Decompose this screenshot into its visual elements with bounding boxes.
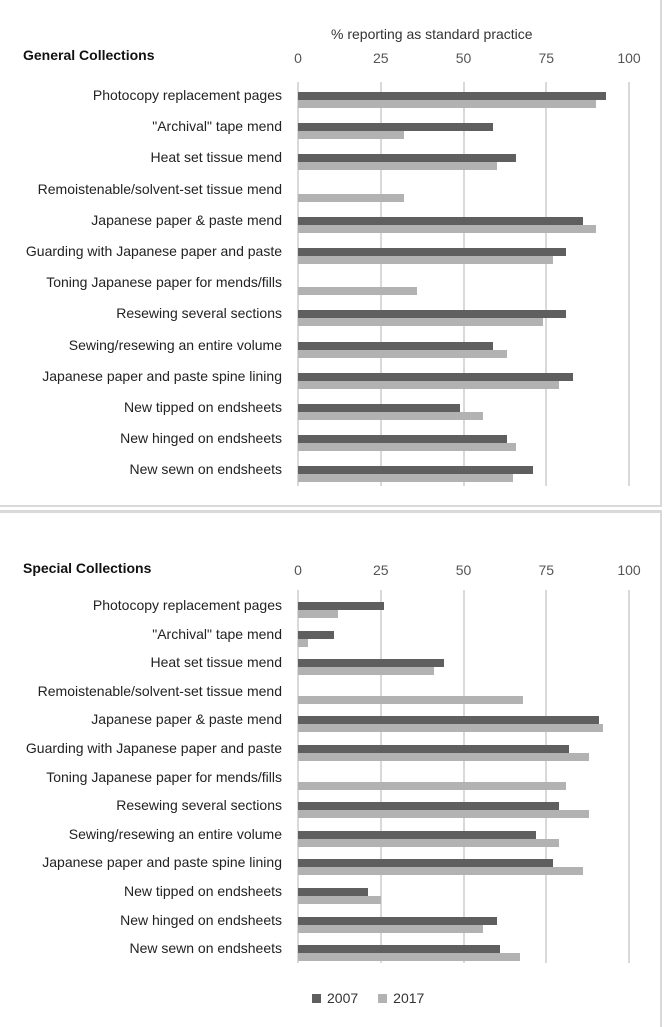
bar-2007 [298,888,368,896]
bar-2007 [298,466,533,474]
bar-2007 [298,831,536,839]
gridline [463,82,465,486]
bar-2017 [298,925,483,933]
bar-2007 [298,745,569,753]
category-label: New sewn on endsheets [129,940,282,957]
category-label: "Archival" tape mend [152,625,282,642]
x-tick-label: 75 [538,50,555,66]
category-label: Heat set tissue mend [150,654,282,671]
bar-2007 [298,859,553,867]
bar-2007 [298,310,566,318]
x-tick-label: 100 [617,50,641,66]
category-label: Resewing several sections [116,305,282,322]
legend-label-2017: 2017 [393,990,425,1006]
bar-2017 [298,100,596,108]
bar-2007 [298,373,573,381]
bar-2017 [298,753,589,761]
gridline [380,590,382,963]
category-label: Japanese paper & paste mend [91,211,282,228]
bar-2007 [298,945,500,953]
bar-2017 [298,194,404,202]
gridline [545,82,547,486]
category-label: Remoistenable/solvent-set tissue mend [37,180,282,197]
category-label: Japanese paper & paste mend [91,711,282,728]
category-label: Photocopy replacement pages [92,597,282,613]
category-label: Toning Japanese paper for mends/fills [46,274,282,291]
bar-2017 [298,896,381,904]
x-tick-label: 25 [372,562,389,578]
bar-2017 [298,443,516,451]
category-label: New hinged on endsheets [120,911,282,928]
bar-2017 [298,318,543,326]
gridline [463,590,465,963]
bar-2007 [298,342,493,350]
x-tick-label: 0 [294,562,302,578]
bar-2017 [298,667,434,675]
bar-2017 [298,131,404,139]
bar-2017 [298,287,417,295]
bar-2007 [298,631,334,639]
bar-2007 [298,123,493,131]
bar-2017 [298,953,520,961]
legend [312,990,424,1006]
category-label: Heat set tissue mend [150,149,282,166]
bar-2007 [298,404,460,412]
category-label: New tipped on endsheets [124,883,282,899]
bar-2017 [298,782,566,790]
category-label: Photocopy replacement pages [92,87,282,103]
bar-2017 [298,867,583,875]
bar-2007 [298,716,599,724]
bar-2017 [298,810,589,818]
legend-swatch-2007 [312,994,321,1003]
bar-2017 [298,474,513,482]
category-label: "Archival" tape mend [152,118,282,135]
category-label: New tipped on endsheets [124,399,282,415]
category-label: Japanese paper and paste spine lining [42,854,282,871]
category-label: Japanese paper and paste spine lining [42,367,282,384]
axis-title: % reporting as standard practice [331,26,533,42]
category-label: Toning Japanese paper for mends/fills [46,768,282,785]
bar-2017 [298,696,523,704]
category-label: New sewn on endsheets [129,461,282,478]
bar-2017 [298,225,596,233]
bar-2017 [298,724,603,732]
bar-2017 [298,381,559,389]
category-label: Guarding with Japanese paper and paste [25,243,282,259]
bar-2017 [298,412,483,420]
bar-2017 [298,610,338,618]
category-label: Remoistenable/solvent-set tissue mend [37,682,282,699]
bar-2007 [298,154,516,162]
gridline [628,590,630,963]
gridline [297,82,299,486]
bar-2007 [298,92,606,100]
bar-2007 [298,248,566,256]
gridline [380,82,382,486]
bar-2017 [298,639,308,647]
legend-swatch-2017 [378,994,387,1003]
bar-2007 [298,602,384,610]
bar-2007 [298,435,507,443]
x-tick-label: 75 [538,562,555,578]
x-tick-label: 50 [455,50,472,66]
category-label: Guarding with Japanese paper and paste [25,740,282,756]
category-label: New hinged on endsheets [120,430,282,447]
category-label: Sewing/resewing an entire volume [68,336,282,353]
x-tick-label: 25 [372,50,389,66]
bar-2017 [298,839,559,847]
bar-2007 [298,659,444,667]
bar-2007 [298,802,559,810]
bar-2007 [298,217,583,225]
category-label: Resewing several sections [116,797,282,814]
bar-2017 [298,256,553,264]
panel-title: Special Collections [23,560,152,576]
bar-2017 [298,350,507,358]
x-tick-label: 50 [455,562,472,578]
category-label: Sewing/resewing an entire volume [68,825,282,842]
gridline [545,590,547,963]
x-tick-label: 0 [294,50,302,66]
panel-title: General Collections [23,47,155,63]
bar-2007 [298,917,497,925]
gridline [628,82,630,486]
bar-2017 [298,162,497,170]
x-tick-label: 100 [617,562,641,578]
legend-label-2007: 2007 [327,990,359,1006]
